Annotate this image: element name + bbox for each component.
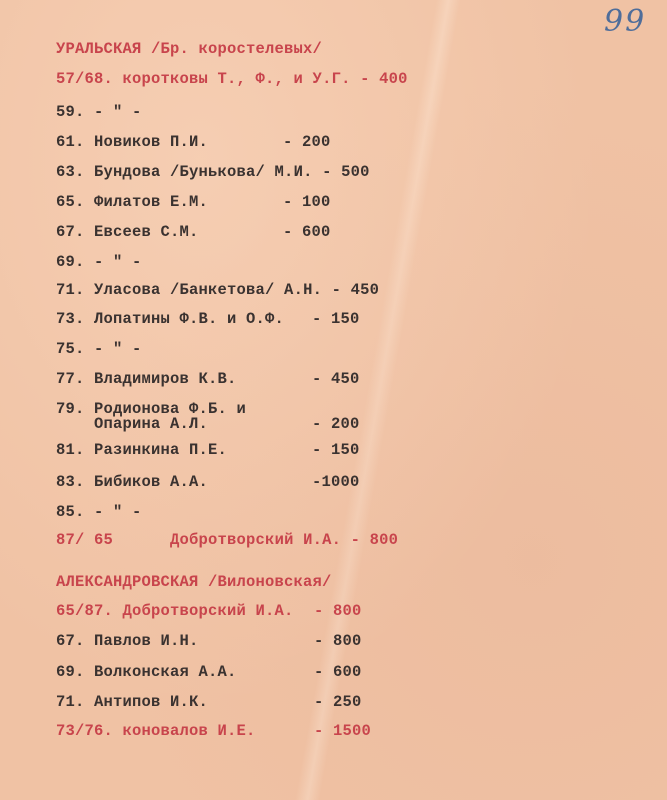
list-item — [56, 370, 237, 388]
entry-name: Добротворский И.А. — [122, 602, 294, 620]
entry-amount: - 400 — [360, 70, 408, 88]
list-item — [56, 693, 208, 711]
entry-amount: - 150 — [312, 441, 360, 459]
entry-number: 59. — [56, 103, 85, 121]
entry-number: 87/ 65 — [56, 531, 114, 549]
entry-amount: - 1500 — [314, 722, 372, 740]
entry-number: 85. — [56, 503, 85, 521]
entry-amount: - 250 — [314, 693, 362, 711]
entry-number: 71. — [56, 281, 85, 299]
section-heading: УРАЛЬСКАЯ /Бр. коростелевых/ — [56, 40, 323, 58]
entry-name: - " - — [94, 253, 142, 271]
list-item — [56, 722, 256, 740]
entry-name: Филатов Е.М. — [94, 193, 209, 211]
entry-number: 67. — [56, 632, 85, 650]
list-item — [56, 193, 208, 211]
entry-name: Бибиков А.А. — [94, 473, 209, 491]
entry-amount: - 450 — [331, 281, 380, 299]
entry-name: Разинкина П.Е. — [94, 441, 228, 459]
entry-name: Владимиров К.В. — [94, 370, 237, 388]
section-heading: АЛЕКСАНДРОВСКАЯ /Вилоновская/ — [56, 573, 332, 591]
list-item — [56, 310, 284, 328]
list-item — [56, 602, 294, 620]
entry-name: Добротворский И.А. — [170, 531, 342, 549]
entry-number: 65. — [56, 193, 85, 211]
entry-name: Антипов И.К. — [94, 693, 209, 711]
entry-name: Родионова Ф.Б. и — [94, 400, 247, 418]
entry-amount: -1000 — [312, 473, 360, 491]
entry-amount: - 600 — [283, 223, 331, 241]
entry-name: Павлов И.Н. — [94, 632, 199, 650]
entry-name: Волконская А.А. — [94, 663, 237, 681]
entry-number: 57/68. — [56, 70, 114, 88]
entry-amount: - 200 — [312, 415, 360, 433]
list-item — [56, 473, 208, 491]
entry-amount: - 800 — [314, 632, 362, 650]
page-number: 99 — [604, 4, 647, 39]
entry-number: 73/76. — [56, 722, 114, 740]
list-item — [56, 503, 142, 521]
entry-number: 69. — [56, 663, 85, 681]
entry-name: - " - — [94, 503, 142, 521]
entry-name: - " - — [94, 103, 142, 121]
entry-number: 67. — [56, 223, 85, 241]
entry-number: 83. — [56, 473, 85, 491]
entry-amount: - 500 — [322, 163, 370, 181]
entry-number: 71. — [56, 693, 85, 711]
list-item — [56, 663, 237, 681]
entry-name: коротковы Т., Ф., и У.Г. — [122, 70, 351, 88]
entry-number: 79. — [56, 400, 85, 418]
entry-name: - " - — [94, 340, 142, 358]
entry-number: 65/87. — [56, 602, 114, 620]
entry-amount: - 600 — [314, 663, 362, 681]
entry-name: Уласова /Банкетова/ А.Н. — [94, 281, 323, 299]
entry-number: 77. — [56, 370, 85, 388]
entry-amount: - 200 — [283, 133, 331, 151]
list-item — [56, 223, 199, 241]
list-item — [56, 163, 370, 181]
entry-number: 73. — [56, 310, 85, 328]
list-item — [56, 441, 227, 459]
entry-amount: - 800 — [350, 531, 399, 549]
list-item — [56, 253, 142, 271]
entry-amount: - 800 — [314, 602, 362, 620]
entry-number: 75. — [56, 340, 85, 358]
list-item — [56, 70, 408, 88]
entry-amount: - 100 — [283, 193, 331, 211]
list-item — [56, 340, 142, 358]
entry-number: 69. — [56, 253, 85, 271]
entry-amount: - 450 — [312, 370, 360, 388]
entry-number: 61. — [56, 133, 85, 151]
list-item — [56, 531, 398, 549]
list-item — [56, 133, 208, 151]
entry-number: 81. — [56, 441, 85, 459]
entry-amount: - 150 — [312, 310, 360, 328]
list-item — [56, 103, 142, 121]
entry-name: Евсеев С.М. — [94, 223, 199, 241]
list-item-continuation: Опарина А.Л. — [94, 415, 209, 433]
entry-name: Новиков П.И. — [94, 133, 209, 151]
entry-name: Лопатины Ф.В. и О.Ф. — [94, 310, 285, 328]
entry-number: 63. — [56, 163, 85, 181]
entry-name: коновалов И.Е. — [122, 722, 256, 740]
list-item — [56, 281, 379, 299]
list-item — [56, 632, 199, 650]
entry-name: Бундова /Бунькова/ М.И. — [94, 163, 313, 181]
